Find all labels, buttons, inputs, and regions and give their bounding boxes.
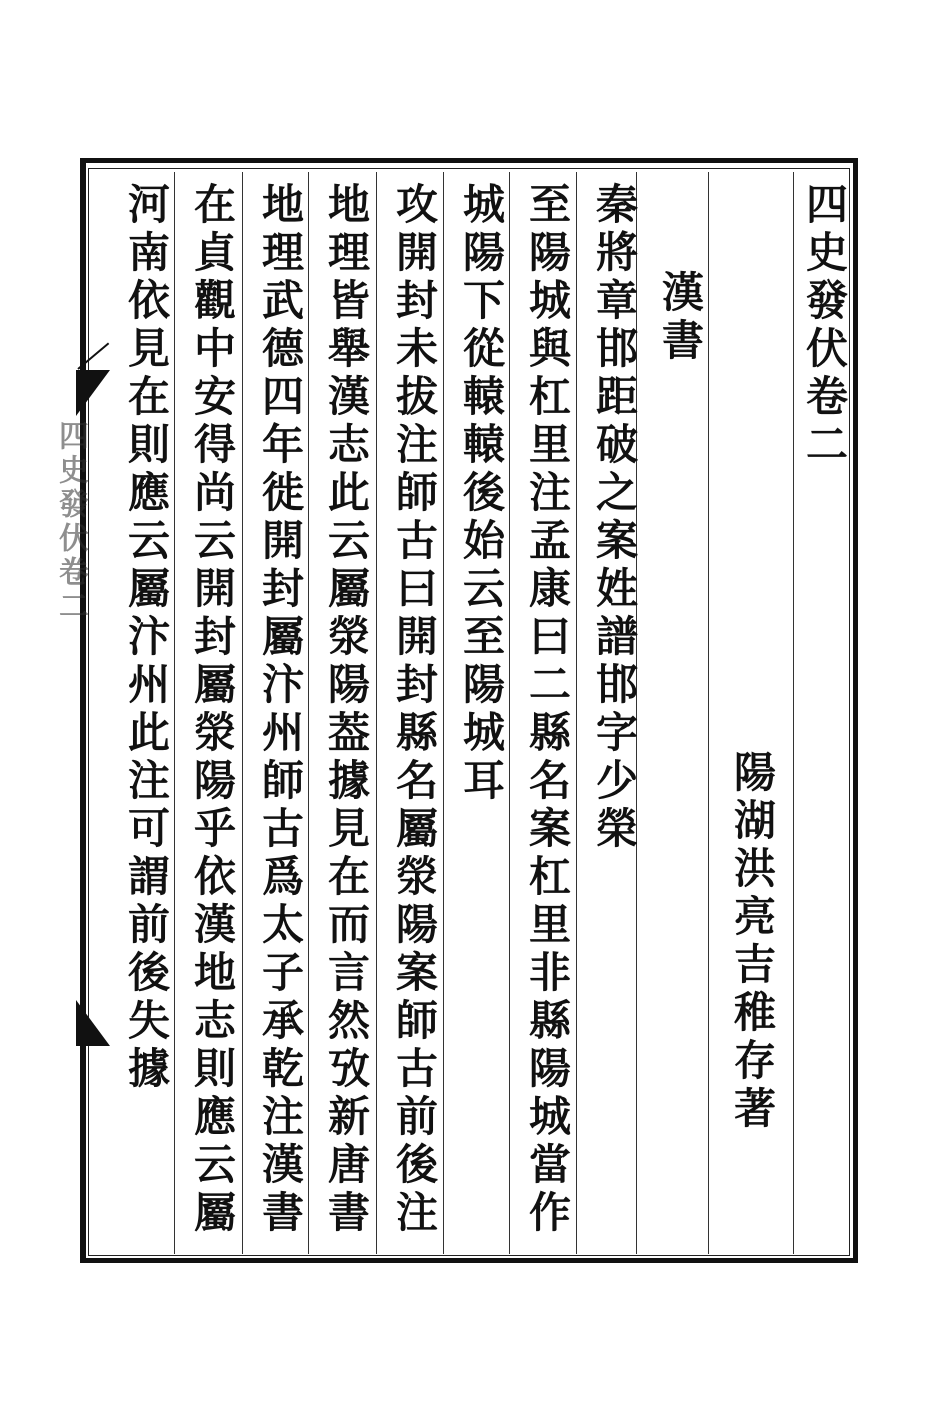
text-line-2: 至陽城與杠里注孟康曰二縣名案杠里非縣陽城當作 xyxy=(523,182,572,1238)
column-rule xyxy=(174,172,175,1254)
column-rule xyxy=(793,172,794,1254)
fish-tail-bottom-mark xyxy=(76,1000,110,1046)
column-rule xyxy=(242,172,243,1254)
column-rule xyxy=(576,172,577,1254)
text-line-5: 地理皆舉漢志此云屬滎陽葢據見在而言然攷新唐書 xyxy=(322,182,371,1238)
column-rule xyxy=(708,172,709,1254)
text-line-4: 攻開封未拔注師古曰開封縣名屬滎陽案師古前後注 xyxy=(390,182,439,1238)
spine-title: 四史發伏卷二 xyxy=(53,420,88,624)
text-line-7: 在貞觀中安得尚云開封屬滎陽乎依漢地志則應云屬 xyxy=(188,182,237,1238)
column-rule xyxy=(376,172,377,1254)
text-line-8: 河南依見在則應云屬汴州此注可謂前後失據 xyxy=(122,182,171,1094)
section-heading: 漢書 xyxy=(656,270,705,366)
text-line-3: 城陽下從轅轅後始云至陽城耳 xyxy=(457,182,506,806)
column-rule xyxy=(443,172,444,1254)
book-title: 四史發伏卷二 xyxy=(800,182,849,470)
text-line-1: 秦將章邯距破之案姓譜邯字少榮 xyxy=(590,182,639,854)
fish-tail-top-mark xyxy=(76,370,110,416)
text-line-6: 地理武德四年徙開封屬汴州師古爲太子承乾注漢書 xyxy=(256,182,305,1238)
column-rule xyxy=(308,172,309,1254)
column-rule xyxy=(509,172,510,1254)
author-line: 陽湖洪亮吉稚存著 xyxy=(728,750,777,1134)
